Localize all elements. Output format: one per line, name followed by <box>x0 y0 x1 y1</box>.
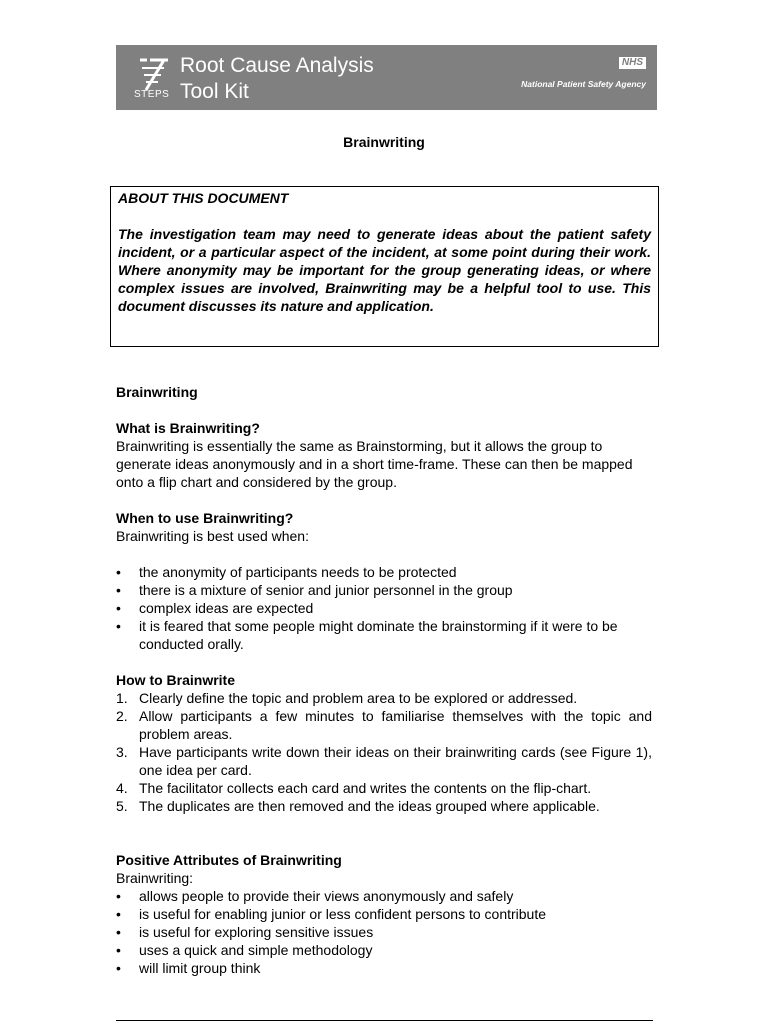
how-heading: How to Brainwrite <box>116 672 236 688</box>
toolkit-title-line1: Root Cause Analysis <box>180 54 374 77</box>
list-item: • uses a quick and simple methodology <box>116 941 652 959</box>
toolkit-title-line2: Tool Kit <box>180 80 249 103</box>
how-steps <box>116 689 652 815</box>
list-item: 2. Allow participants a few minutes to familiarise themselves with the topic and problem areas. <box>116 708 652 742</box>
list-item: • the anonymity of participants needs to be protected <box>116 563 652 581</box>
positive-heading: Positive Attributes of Brainwriting <box>116 852 342 868</box>
steps-label: STEPS <box>134 89 170 100</box>
what-heading: What is Brainwriting? <box>116 420 260 436</box>
main-content <box>116 383 652 977</box>
positive-list <box>116 887 652 977</box>
list-item: • is useful for enabling junior or less confident persons to contribute <box>116 905 652 923</box>
list-item: • complex ideas are expected <box>116 599 652 617</box>
agency-name: National Patient Safety Agency <box>521 79 646 89</box>
list-item: 4. The facilitator collects each card and writes the contents on the flip-chart. <box>116 780 592 796</box>
list-item: • is useful for exploring sensitive issues <box>116 923 652 941</box>
what-text: Brainwriting is essentially the same as Brainstorming, but it allows the group to generate ideas anonymously and in a short time-frame. These can then be mapped onto a flip chart and considered by the group. <box>116 438 633 490</box>
about-heading: ABOUT THIS DOCUMENT <box>118 190 289 206</box>
footer-divider <box>116 1020 653 1021</box>
section-title: Brainwriting <box>116 384 198 400</box>
positive-intro: Brainwriting: <box>116 870 194 886</box>
about-box <box>110 186 659 347</box>
list-item: 5. The duplicates are then removed and the ideas grouped where applicable. <box>116 798 600 814</box>
list-item: • it is feared that some people might dominate the brainstorming if it were to be conducted orally. <box>116 617 652 653</box>
when-intro: Brainwriting is best used when: <box>116 528 309 544</box>
list-item: • will limit group think <box>116 959 652 977</box>
when-heading: When to use Brainwriting? <box>116 510 294 526</box>
list-item: • allows people to provide their views anonymously and safely <box>116 887 652 905</box>
document-title: Brainwriting <box>343 134 425 150</box>
list-item: 1. Clearly define the topic and problem area to be explored or addressed. <box>116 690 578 706</box>
when-list <box>116 563 652 653</box>
header-banner <box>116 45 657 110</box>
nhs-badge: NHS <box>619 57 646 69</box>
list-item: • there is a mixture of senior and junior personnel in the group <box>116 581 652 599</box>
list-item: 3. Have participants write down their ideas on their brainwriting cards (see Figure 1), one idea per card. <box>116 744 652 778</box>
about-body: The investigation team may need to generate ideas about the patient safety incident, or a particular aspect of the incident, at some point during their work. Where anonymity may be important for the group generating ideas, or where complex issues are involved, Brainwriting may be a helpful tool to use. This document discusses its nature and application. <box>118 226 651 314</box>
